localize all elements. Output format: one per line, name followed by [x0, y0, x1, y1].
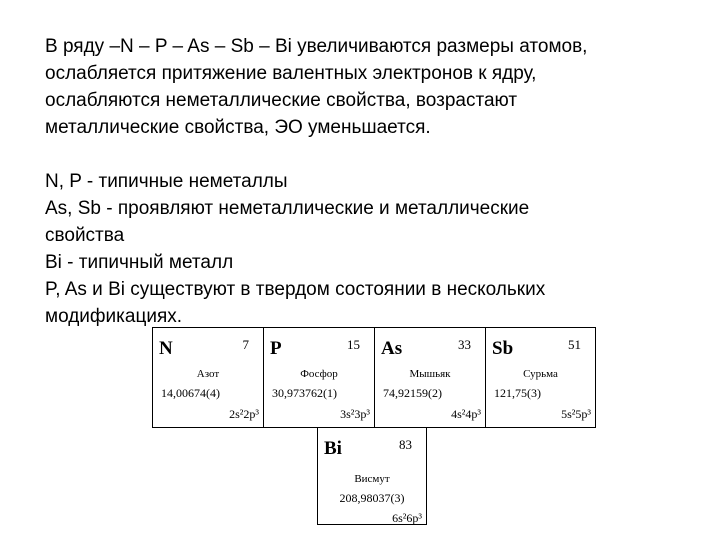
- text-line: ослабляется притяжение валентных электронов к ядру,: [45, 63, 537, 84]
- atomic-mass: 14,00674(4): [161, 386, 220, 400]
- element-name: Азот: [196, 368, 220, 380]
- element-symbol: As: [381, 338, 403, 359]
- element-cell-nitrogen: [152, 327, 264, 428]
- text-line: свойства: [45, 225, 125, 246]
- text-line: модификациях.: [45, 306, 183, 327]
- atomic-mass: 74,92159(2): [383, 386, 442, 400]
- element-cell-bismuth: [317, 427, 427, 525]
- element-symbol: N: [159, 338, 173, 359]
- atomic-number: 83: [399, 437, 412, 452]
- element-symbol: P: [270, 338, 282, 359]
- paragraph-gap: [45, 141, 705, 168]
- electron-config: 5s²5p³: [561, 407, 591, 421]
- text-line: N, P - типичные неметаллы: [45, 171, 288, 192]
- text-line: ослабляются неметаллические свойства, возрастают: [45, 90, 518, 111]
- text-line: В ряду –N – P – As – Sb – Bi увеличиваются размеры атомов,: [45, 36, 588, 57]
- atomic-number: 7: [242, 337, 249, 352]
- element-name: Сурьма: [523, 368, 558, 380]
- element-symbol: Sb: [492, 338, 514, 359]
- slide-text: [45, 33, 705, 330]
- element-symbol: Bi: [324, 438, 342, 459]
- text-line: Bi - типичный металл: [45, 252, 234, 273]
- atomic-mass: 121,75(3): [494, 386, 541, 400]
- element-cell-antimony: [485, 327, 596, 428]
- electron-config: 6s²6p³: [392, 511, 422, 525]
- text-line: P, As и Bi существуют в твердом состоянии в нескольких: [45, 279, 546, 300]
- element-name: Висмут: [354, 473, 390, 485]
- periodic-table-fragment: [152, 327, 596, 527]
- atomic-mass: 208,98037(3): [339, 491, 405, 505]
- electron-config: 3s²3p³: [340, 407, 370, 421]
- atomic-number: 51: [568, 337, 581, 352]
- atomic-number: 15: [347, 337, 360, 352]
- atomic-number: 33: [458, 337, 471, 352]
- electron-config: 2s²2p³: [229, 407, 259, 421]
- element-name: Фосфор: [300, 368, 338, 380]
- text-line: металлические свойства, ЭО уменьшается.: [45, 117, 431, 138]
- atomic-mass: 30,973762(1): [272, 386, 337, 400]
- element-name: Мышьяк: [409, 368, 451, 380]
- element-cell-arsenic: [374, 327, 486, 428]
- electron-config: 4s²4p³: [451, 407, 481, 421]
- text-line: As, Sb - проявляют неметаллические и металлические: [45, 198, 530, 219]
- element-cell-phosphorus: [263, 327, 375, 428]
